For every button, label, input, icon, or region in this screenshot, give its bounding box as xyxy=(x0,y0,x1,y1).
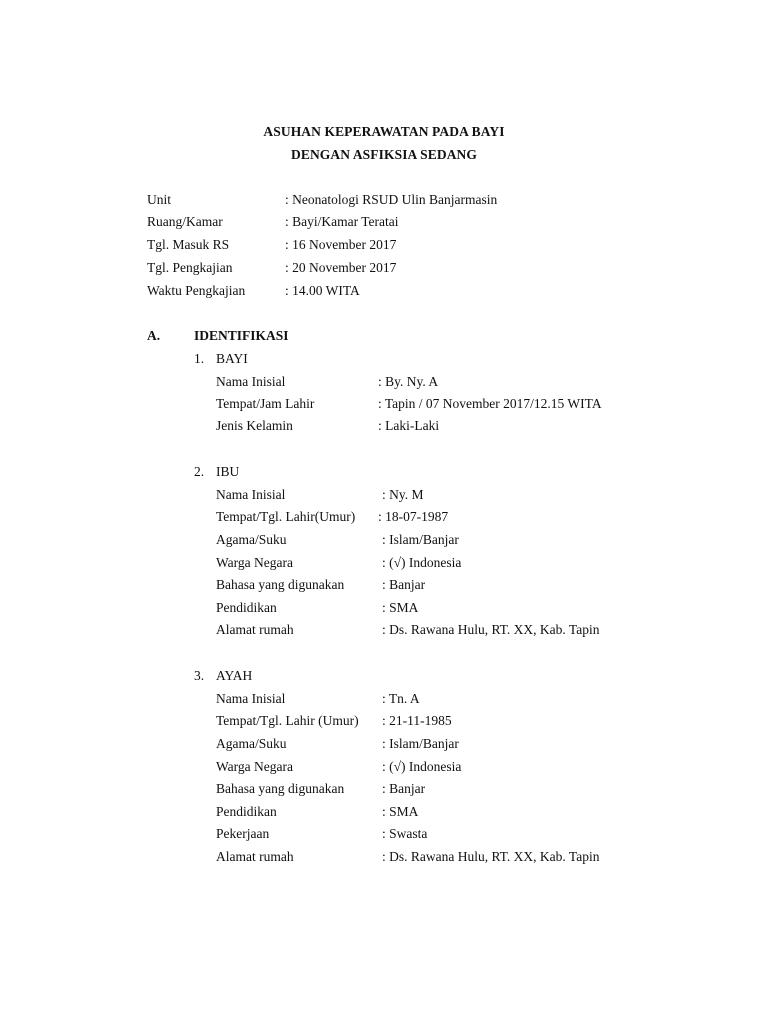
field-label: Pendidikan xyxy=(216,600,277,615)
field-value: : Swasta xyxy=(382,826,428,841)
subsection-title-ayah: AYAH xyxy=(216,668,253,683)
field-value: : Tapin / 07 November 2017/12.15 WITA xyxy=(378,396,602,411)
field-label: Pendidikan xyxy=(216,804,277,819)
info-label: Waktu Pengkajian xyxy=(147,283,246,298)
subsection-title-bayi: BAYI xyxy=(216,351,248,366)
field-label: Bahasa yang digunakan xyxy=(216,577,345,592)
field-value: : (√) Indonesia xyxy=(382,555,462,570)
field-label: Agama/Suku xyxy=(216,736,287,751)
field-value: : Banjar xyxy=(382,577,426,592)
document-subtitle: DENGAN ASFIKSIA SEDANG xyxy=(291,147,477,162)
info-label: Tgl. Pengkajian xyxy=(147,260,233,275)
document-title: ASUHAN KEPERAWATAN PADA BAYI xyxy=(263,124,505,139)
subsection-number: 2. xyxy=(194,464,205,479)
field-value: : Islam/Banjar xyxy=(382,736,459,751)
field-label: Tempat/Tgl. Lahir (Umur) xyxy=(216,713,359,728)
section-title: IDENTIFIKASI xyxy=(194,328,289,343)
field-label: Tempat/Jam Lahir xyxy=(216,396,315,411)
field-label: Alamat rumah xyxy=(216,622,294,637)
field-label: Warga Negara xyxy=(216,555,293,570)
field-label: Nama Inisial xyxy=(216,374,286,389)
field-value: : Ny. M xyxy=(382,487,424,502)
field-value: : SMA xyxy=(382,600,419,615)
info-label: Unit xyxy=(147,192,172,207)
info-label: Tgl. Masuk RS xyxy=(147,237,230,252)
field-label: Nama Inisial xyxy=(216,487,286,502)
info-label: Ruang/Kamar xyxy=(147,214,223,229)
field-label: Agama/Suku xyxy=(216,532,287,547)
field-label: Bahasa yang digunakan xyxy=(216,781,345,796)
info-value: : Neonatologi RSUD Ulin Banjarmasin xyxy=(285,192,498,207)
field-value: : 18-07-1987 xyxy=(378,509,449,524)
field-label: Warga Negara xyxy=(216,759,293,774)
section-letter: A. xyxy=(147,328,161,343)
info-value: : 16 November 2017 xyxy=(285,237,397,252)
field-value: : Laki-Laki xyxy=(378,418,440,433)
subsection-title-ibu: IBU xyxy=(216,464,240,479)
field-label: Tempat/Tgl. Lahir(Umur) xyxy=(216,509,356,524)
field-label: Jenis Kelamin xyxy=(216,418,293,433)
field-value: : By. Ny. A xyxy=(378,374,439,389)
field-label: Nama Inisial xyxy=(216,691,286,706)
field-value: : 21-11-1985 xyxy=(382,713,452,728)
field-value: : (√) Indonesia xyxy=(382,759,462,774)
field-value: : Islam/Banjar xyxy=(382,532,459,547)
subsection-number: 1. xyxy=(194,351,205,366)
field-value: : Tn. A xyxy=(382,691,420,706)
info-value: : Bayi/Kamar Teratai xyxy=(285,214,399,229)
info-value: : 14.00 WITA xyxy=(285,283,360,298)
field-value: : Ds. Rawana Hulu, RT. XX, Kab. Tapin xyxy=(382,849,600,864)
field-value: : SMA xyxy=(382,804,419,819)
field-value: : Banjar xyxy=(382,781,426,796)
field-label: Pekerjaan xyxy=(216,826,270,841)
subsection-number: 3. xyxy=(194,668,205,683)
field-value: : Ds. Rawana Hulu, RT. XX, Kab. Tapin xyxy=(382,622,600,637)
field-label: Alamat rumah xyxy=(216,849,294,864)
info-value: : 20 November 2017 xyxy=(285,260,397,275)
